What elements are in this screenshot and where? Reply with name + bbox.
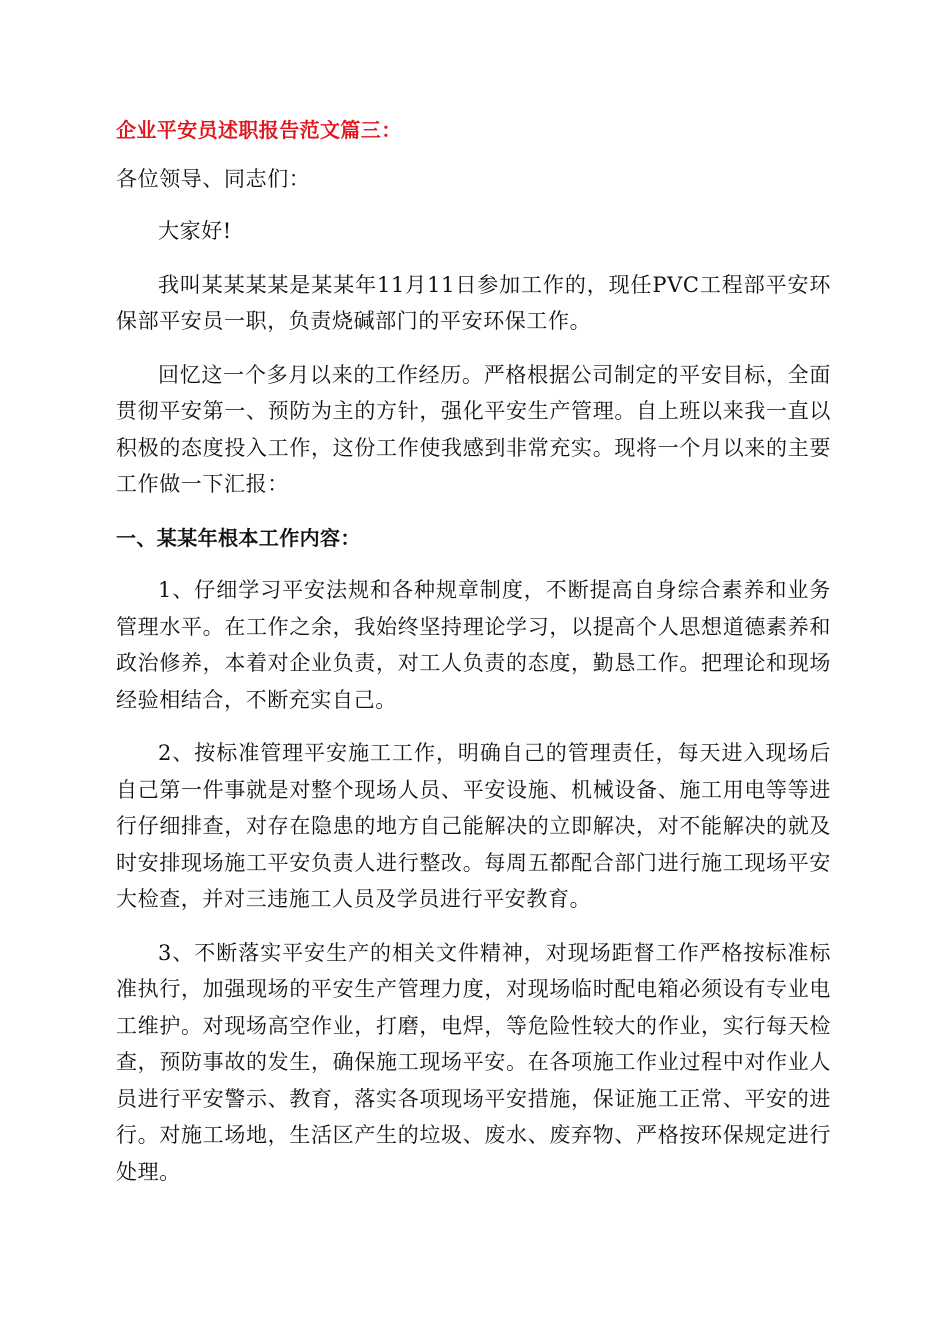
greeting: 各位领导、同志们： — [116, 166, 311, 191]
document-page — [116, 112, 831, 1207]
document-title: 企业平安员述职报告范文篇三： — [116, 118, 402, 142]
item-paragraph-2: 2、按标准管理平安施工工作，明确自己的管理责任，每天进入现场后自己第一件事就是对整个现场人员、平安设施、机械设备、施工用电等等进行仔细排查，对存在隐患的地方自己能解决的立即解决，对不能解决的就及时安排现场施工平安负责人进行整改。每周五都配合部门进行施工现场平安大检查，并对三违施工人员及学员进行平安教育。 — [116, 741, 831, 911]
item-paragraph-1: 1、仔细学习平安法规和各种规章制度，不断提高自身综合素养和业务管理水平。在工作之余，我始终坚持理论学习，以提高个人思想道德素养和政治修养，本着对企业负责，对工人负责的态度，勤恳工作。把理论和现场经验相结合，不断充实自己。 — [116, 578, 831, 712]
opening-line: 大家好! — [158, 219, 232, 243]
intro-paragraph-2: 回忆这一个多月以来的工作经历。严格根据公司制定的平安目标，全面贯彻平安第一、预防为主的方针，强化平安生产管理。自上班以来我一直以积极的态度投入工作，这份工作使我感到非常充实。现将一个月以来的主要工作做一下汇报： — [116, 362, 831, 496]
intro-paragraph-1: 我叫某某某某是某某年11月11日参加工作的，现任PVC工程部平安环保部平安员一职，负责烧碱部门的平安环保工作。 — [116, 272, 831, 333]
item-paragraph-3: 3、不断落实平安生产的相关文件精神，对现场距督工作严格按标准标准执行，加强现场的平安生产管理力度，对现场临时配电箱必须设有专业电工维护。对现场高空作业，打磨，电焊，等危险性较大的作业，实行每天检查，预防事故的发生，确保施工现场平安。在各项施工作业过程中对作业人员进行平安警示、教育，落实各项现场平安措施，保证施工正常、平安的进行。对施工场地，生活区产生的垃圾、废水、废弃物、严格按环保规定进行处理。 — [116, 940, 831, 1184]
section-heading: 一、某某年根本工作内容： — [116, 525, 361, 550]
